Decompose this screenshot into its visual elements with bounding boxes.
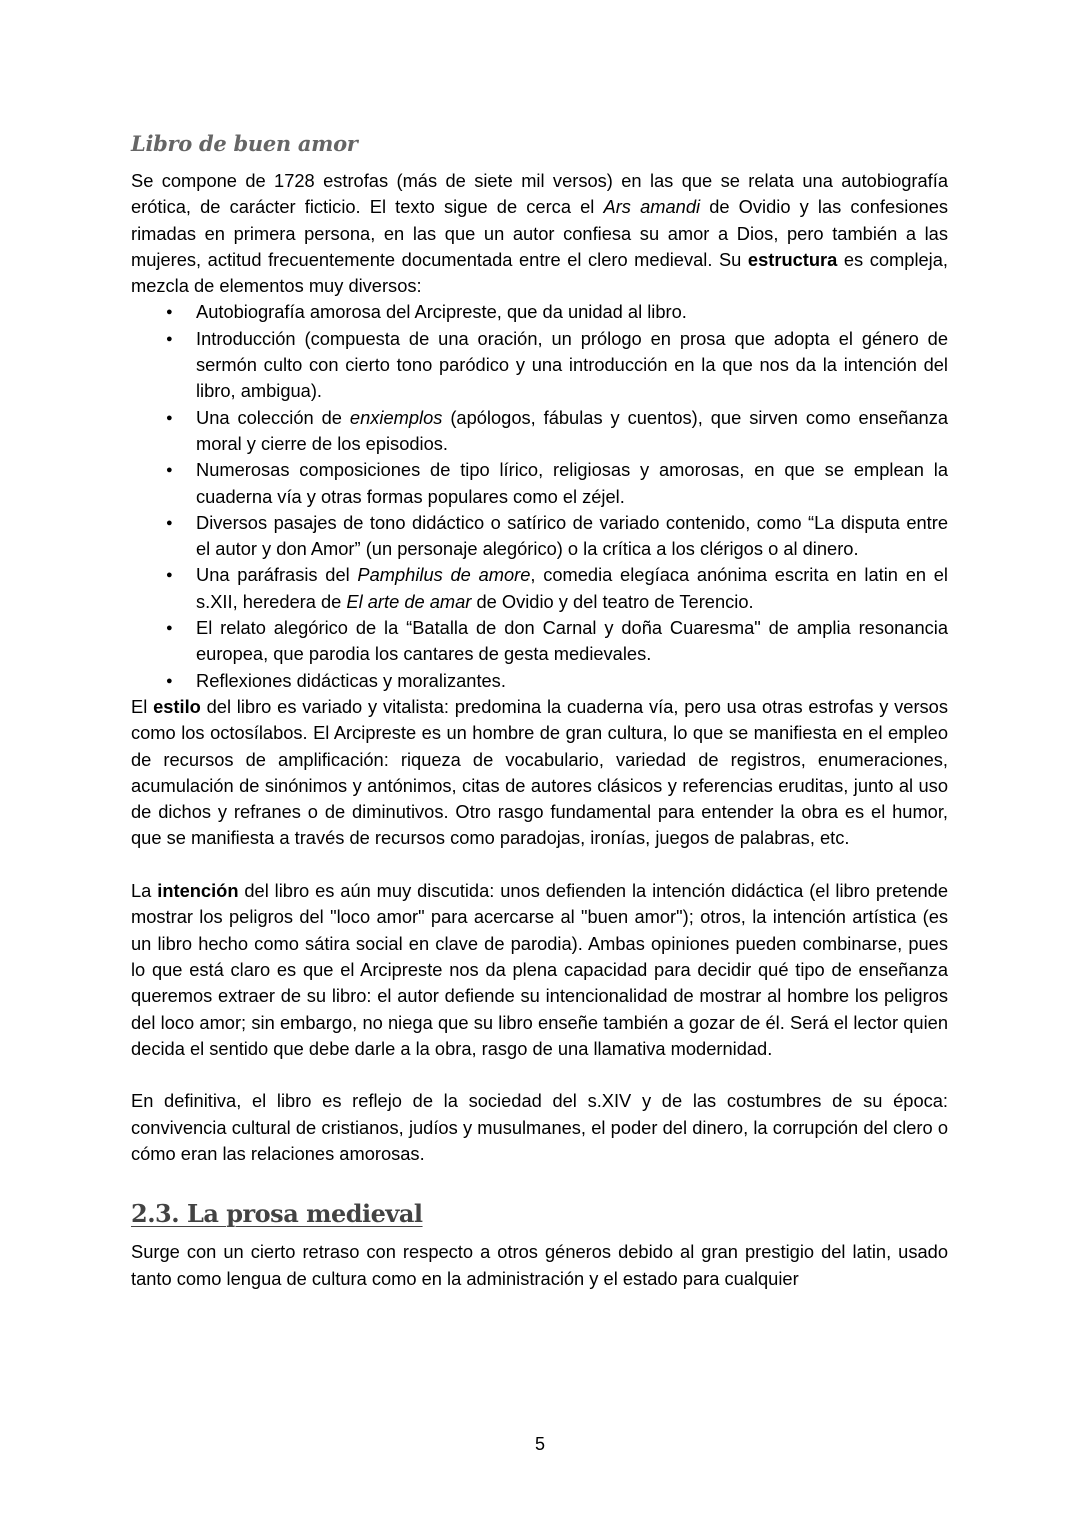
definitiva-paragraph xyxy=(131,1088,948,1167)
text-segment: Una colección de xyxy=(196,406,350,428)
text-segment: de Ovidio y las confesiones rimadas en primera persona, en las que un autor confiesa su amor a Dios, pero también a las mujeres, actitud frecuentemente documentada entre el clero medieval. Su xyxy=(131,196,949,270)
list-item xyxy=(196,299,948,325)
intencion-paragraph xyxy=(131,878,948,1062)
text-segment: La xyxy=(131,880,158,902)
italic-text: Pamphilus de amore xyxy=(357,564,531,586)
bold-text: estilo xyxy=(153,695,201,717)
bold-text: estructura xyxy=(747,248,838,270)
text-segment: , comedia elegíaca anónima escrita en latin en el s.XII, heredera de xyxy=(196,564,948,612)
text-segment: del libro es aún muy discutida: unos defienden la intención didáctica (el libro pretende mostrar los peligros del "loco amor" para acercarse al "buen amor"); otros, la intención artística (es un libro hecho como sátira social en clave de parodia). Ambas opiniones pueden combinarse, pues lo que está claro es que el Arcipreste nos da plena capacidad para decidir qué tipo de enseñanza queremos extraer de su libro: el autor defiende su intencionalidad de mostrar al hombre los peligros del loco amor; sin embargo, no niega que su libro enseñe también a gozar de él. Será el lector quien decida el sentido que debe darle a la obra, rasgo de una llamativa modernidad. xyxy=(131,880,948,1059)
text-segment: Numerosas composiciones de tipo lírico, religiosas y amorosas, en que se emplean la cuaderna vía y otras formas populares como el zéjel. xyxy=(196,459,948,507)
text-segment: Diversos pasajes de tono didáctico o satírico de variado contenido, como “La disputa entre el autor y don Amor” (un personaje alegórico) o la crítica a los clérigos o al dinero. xyxy=(196,511,948,560)
italic-text: Ars amandi xyxy=(603,196,701,218)
text-segment: Autobiografía amorosa del Arcipreste, que da unidad al libro. xyxy=(196,301,687,323)
list-item xyxy=(196,562,948,615)
list-item xyxy=(196,615,948,668)
text-segment: El relato alegórico de la “Batalla de don Carnal y doña Cuaresma" de amplia resonancia europea, que parodia los cantares de gesta medievales. xyxy=(196,617,948,665)
text-segment: El xyxy=(131,695,154,717)
section-heading-prosa: 2.3. La prosa medieval xyxy=(131,1199,423,1229)
document-page xyxy=(131,128,948,1292)
text-segment: del libro es variado y vitalista: predomina la cuaderna vía, pero usa otras estrofas y versos como los octosílabos. El Arcipreste es un hombre de gran cultura, lo que se manifiesta en el empleo de recursos de amplificación: riqueza de vocabulario, variedad de registros, enumeraciones, acumulación de sinónimos y antónimos, citas de autores clásicos y referencias eruditas, junto al uso de dichos y refranes o de diminutivos. Otro rasgo fundamental para entender la obra es el humor, que se manifiesta a través de recursos como paradojas, ironías, juegos de palabras, etc. xyxy=(131,695,948,849)
structure-list xyxy=(131,299,948,693)
prosa-paragraph xyxy=(131,1239,948,1292)
list-item xyxy=(196,326,948,405)
italic-text: El arte de amar xyxy=(346,590,472,612)
intro-paragraph xyxy=(131,168,948,299)
text-segment: Surge con un cierto retraso con respecto a otros géneros debido al gran prestigio del latin, usado tanto como lengua de cultura como en la administración y el estado para cualquier xyxy=(131,1241,948,1289)
list-item xyxy=(196,405,948,458)
text-segment: Se compone de 1728 estrofas (más de siete mil versos) en las que se relata una autobiografía erótica, de carácter ficticio. El texto sigue de cerca el xyxy=(131,170,948,218)
estilo-paragraph xyxy=(131,694,948,852)
text-segment: (apólogos, fábulas y cuentos), que sirven como enseñanza moral y cierre de los episodios. xyxy=(196,406,949,454)
text-segment: Introducción (compuesta de una oración, un prólogo en prosa que adopta el género de sermón culto con cierto tono paródico y una introducción en la que nos da la intención del libro, ambigua). xyxy=(196,327,948,402)
bold-text: intención xyxy=(157,880,239,902)
page-number: 5 xyxy=(534,1434,545,1454)
list-item xyxy=(196,510,948,563)
list-item xyxy=(196,457,948,510)
text-segment: En definitiva, el libro es reflejo de la sociedad del s.XIV y de las costumbres de su época: convivencia cultural de cristianos, judíos y musulmanes, el poder del dinero, la corrupción del clero o cómo eran las relaciones amorosas. xyxy=(131,1090,948,1164)
list-item xyxy=(196,668,948,694)
text-segment: de Ovidio y del teatro de Terencio. xyxy=(471,590,754,612)
text-segment: Reflexiones didácticas y moralizantes. xyxy=(196,669,506,691)
section-title: Libro de buen amor xyxy=(131,131,358,156)
italic-text: enxiemplos xyxy=(349,406,443,428)
text-segment: Una paráfrasis del xyxy=(196,564,358,586)
text-segment: es compleja, mezcla de elementos muy diversos: xyxy=(131,248,948,297)
